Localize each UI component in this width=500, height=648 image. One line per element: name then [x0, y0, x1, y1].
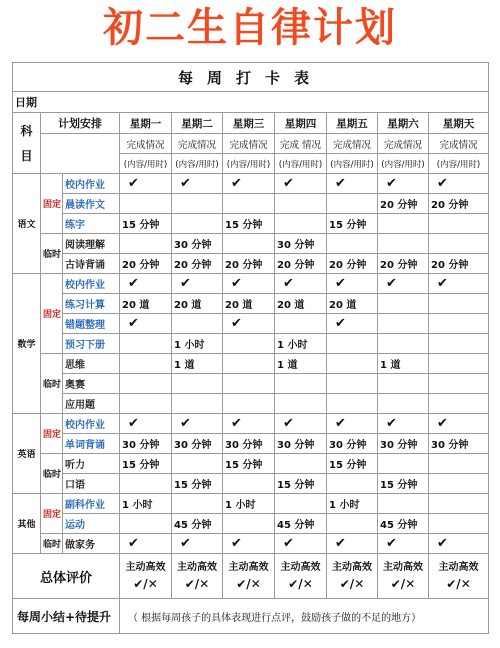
checkin-cell[interactable]: 45 分钟 — [172, 514, 223, 534]
checkin-cell[interactable]: 20 分钟 — [172, 254, 223, 274]
checkmark-cell[interactable]: ✔ — [327, 274, 378, 294]
checkin-cell[interactable] — [275, 194, 327, 214]
checkin-cell[interactable]: 20 道 — [275, 294, 327, 314]
checkin-cell[interactable]: 1 道 — [378, 354, 429, 374]
checkmark-cell[interactable]: ✔ — [327, 534, 378, 554]
checkin-cell[interactable]: 1 小时 — [223, 494, 275, 514]
sheet-header: 每周打卡表 — [13, 63, 489, 92]
checkmark-cell[interactable]: ✔ — [378, 174, 429, 194]
checkmark-cell[interactable]: ✔ — [429, 534, 489, 554]
checkin-cell[interactable] — [120, 334, 172, 354]
checkmark-cell[interactable]: ✔ — [223, 414, 275, 434]
evaluation-cell[interactable] — [378, 554, 429, 599]
evaluation-efficient-label: 主动高效 — [125, 562, 166, 573]
status-header-2: 完成情况 — [172, 134, 223, 154]
evaluation-label: 总体评价 — [13, 554, 120, 599]
summary-label: 每周小结+待提升 — [13, 599, 120, 634]
checkin-cell[interactable] — [429, 334, 489, 354]
fixed-tag: 固定 — [41, 414, 63, 454]
table-row — [13, 394, 489, 414]
checkin-cell[interactable]: 20 道 — [120, 294, 172, 314]
table-row — [13, 314, 489, 334]
page-title: 初二生自律计划 — [103, 5, 397, 51]
table-row — [13, 534, 489, 554]
checkin-cell[interactable]: 20 分钟 — [327, 254, 378, 274]
checkin-cell[interactable] — [172, 374, 223, 394]
summary-row — [13, 599, 489, 634]
status-header-1: 完成情况 — [120, 134, 172, 154]
plan-header-blank — [41, 134, 120, 174]
plan-header: 计划安排 — [41, 113, 120, 134]
task-name: 练字 — [63, 214, 120, 234]
date-label: 日期 — [15, 96, 37, 109]
checkin-cell[interactable]: 20 分钟 — [429, 254, 489, 274]
day-header-2: 星期二 — [172, 113, 223, 134]
checkin-cell[interactable] — [223, 374, 275, 394]
checkin-cell[interactable] — [429, 454, 489, 474]
checkin-cell[interactable]: 30 分钟 — [275, 234, 327, 254]
checkmark-cell[interactable]: ✔ — [327, 414, 378, 434]
checkmark-cell[interactable]: ✔ — [429, 414, 489, 434]
checkin-cell[interactable] — [327, 354, 378, 374]
status-header-4: 完成 情况 — [275, 134, 327, 154]
content-time-header-5: (内容/用时) — [327, 154, 378, 174]
checkin-cell[interactable] — [120, 374, 172, 394]
checkmark-cell[interactable]: ✔ — [275, 274, 327, 294]
checkin-cell[interactable] — [275, 454, 327, 474]
checkin-cell[interactable] — [429, 294, 489, 314]
checkin-cell[interactable] — [275, 374, 327, 394]
task-name: 口语 — [63, 474, 120, 494]
table-row — [13, 434, 489, 454]
content-time-header-7: (内容/用时) — [429, 154, 489, 174]
checkin-cell[interactable] — [429, 234, 489, 254]
day-header-3: 星期三 — [223, 113, 275, 134]
evaluation-cell[interactable] — [275, 554, 327, 599]
table-row — [13, 334, 489, 354]
checkmark-cell[interactable]: ✔ — [172, 414, 223, 434]
evaluation-efficient-label: 主动高效 — [228, 562, 269, 573]
status-header-6: 完成情况 — [378, 134, 429, 154]
checkin-cell[interactable] — [275, 394, 327, 414]
table-row — [13, 454, 489, 474]
checkin-cell[interactable] — [327, 194, 378, 214]
checkin-cell[interactable]: 30 分钟 — [120, 434, 172, 454]
table-row — [13, 474, 489, 494]
day-header-1: 星期一 — [120, 113, 172, 134]
checkin-cell[interactable] — [378, 294, 429, 314]
task-name: 校内作业 — [63, 174, 120, 194]
status-header-7: 完成情况 — [429, 134, 489, 154]
status-header-5: 完成情况 — [327, 134, 378, 154]
checkin-cell[interactable] — [429, 514, 489, 534]
checkin-cell[interactable] — [429, 374, 489, 394]
table-row — [13, 254, 489, 274]
temporary-tag: 临时 — [41, 454, 63, 494]
checkin-cell[interactable] — [223, 334, 275, 354]
table-row — [13, 494, 489, 514]
summary-note[interactable]: （ 根据每周孩子的具体表现进行点评，鼓励孩子做的不足的地方） — [120, 599, 489, 634]
checkin-cell[interactable] — [223, 474, 275, 494]
checkin-cell[interactable]: 1 道 — [275, 354, 327, 374]
table-row — [13, 514, 489, 534]
date-field[interactable] — [13, 92, 489, 113]
checkin-cell[interactable] — [120, 394, 172, 414]
evaluation-cell[interactable] — [429, 554, 489, 599]
checkin-cell[interactable] — [378, 334, 429, 354]
checkmark-cell[interactable]: ✔ — [275, 174, 327, 194]
checkin-cell[interactable] — [378, 234, 429, 254]
fixed-tag: 固定 — [41, 274, 63, 354]
task-name: 单词背诵 — [63, 434, 120, 454]
checkmark-cell[interactable]: ✔ — [327, 314, 378, 334]
checkin-cell[interactable]: 20 分钟 — [378, 254, 429, 274]
task-name: 校内作业 — [63, 414, 120, 434]
checkin-cell[interactable] — [378, 454, 429, 474]
table-row — [13, 214, 489, 234]
checkin-cell[interactable] — [172, 394, 223, 414]
day-header-4: 星期四 — [275, 113, 327, 134]
fixed-tag: 固定 — [41, 494, 63, 534]
checkin-cell[interactable]: 30 分钟 — [378, 434, 429, 454]
checkin-cell[interactable] — [378, 314, 429, 334]
checkmark-cell[interactable]: ✔ — [327, 174, 378, 194]
status-header-3: 完成情况 — [223, 134, 275, 154]
checkin-cell[interactable]: 30 分钟 — [327, 434, 378, 454]
checkin-cell[interactable] — [429, 494, 489, 514]
weekly-checkin-table — [12, 62, 489, 634]
checkin-cell[interactable]: 15 分钟 — [275, 474, 327, 494]
table-row — [13, 274, 489, 294]
evaluation-row — [13, 554, 489, 599]
task-name: 运动 — [63, 514, 120, 534]
table-row — [13, 194, 489, 214]
task-name: 思维 — [63, 354, 120, 374]
evaluation-cell[interactable] — [172, 554, 223, 599]
checkin-cell[interactable] — [327, 514, 378, 534]
subject-label-2: 目 — [20, 149, 33, 163]
checkin-cell[interactable]: 20 道 — [172, 294, 223, 314]
checkin-cell[interactable] — [275, 314, 327, 334]
checkin-cell[interactable]: 15 分钟 — [120, 214, 172, 234]
checkmark-cell[interactable]: ✔ — [223, 274, 275, 294]
evaluation-check-cross[interactable]: ✔/✕ — [446, 577, 471, 591]
evaluation-check-cross[interactable]: ✔/✕ — [390, 577, 416, 591]
checkin-cell[interactable] — [120, 234, 172, 254]
content-time-header-4: (内容/用时) — [275, 154, 327, 174]
checkin-cell[interactable] — [275, 214, 327, 234]
table-row — [13, 174, 489, 194]
checkmark-cell[interactable]: ✔ — [223, 534, 275, 554]
checkin-cell[interactable]: 20 分钟 — [223, 254, 275, 274]
checkin-cell[interactable] — [429, 354, 489, 374]
checkin-cell[interactable]: 1 小时 — [275, 334, 327, 354]
evaluation-efficient-label: 主动高效 — [438, 562, 479, 573]
evaluation-check-cross[interactable]: ✔/✕ — [339, 577, 365, 591]
table-row — [13, 414, 489, 434]
checkin-cell[interactable]: 30 分钟 — [172, 234, 223, 254]
checkin-cell[interactable] — [378, 494, 429, 514]
checkin-cell[interactable]: 1 小时 — [172, 334, 223, 354]
table-row — [13, 374, 489, 394]
checkmark-cell[interactable]: ✔ — [120, 274, 172, 294]
temporary-tag: 临时 — [41, 534, 63, 554]
checkmark-cell[interactable]: ✔ — [223, 174, 275, 194]
checkin-cell[interactable] — [429, 214, 489, 234]
subject-3-label: 其他 — [13, 494, 41, 554]
checkmark-cell[interactable]: ✔ — [120, 314, 172, 334]
table-row — [13, 294, 489, 314]
checkin-cell[interactable] — [120, 354, 172, 374]
day-header-5: 星期五 — [327, 113, 378, 134]
checkin-sheet — [12, 62, 488, 634]
task-name: 预习下册 — [63, 334, 120, 354]
checkmark-cell[interactable]: ✔ — [120, 414, 172, 434]
checkin-cell[interactable] — [327, 234, 378, 254]
task-name: 副科作业 — [63, 494, 120, 514]
checkin-cell[interactable]: 45 分钟 — [378, 514, 429, 534]
temporary-tag: 临时 — [41, 354, 63, 414]
checkin-cell[interactable]: 20 分钟 — [120, 254, 172, 274]
checkmark-cell[interactable]: ✔ — [172, 534, 223, 554]
evaluation-efficient-label: 主动高效 — [383, 562, 423, 573]
checkin-cell[interactable] — [327, 394, 378, 414]
checkin-cell[interactable] — [327, 374, 378, 394]
checkmark-cell[interactable]: ✔ — [172, 174, 223, 194]
checkin-cell[interactable] — [223, 354, 275, 374]
checkin-cell[interactable] — [172, 454, 223, 474]
checkin-cell[interactable] — [223, 194, 275, 214]
checkin-cell[interactable] — [223, 234, 275, 254]
evaluation-check-cross[interactable]: ✔/✕ — [288, 577, 313, 591]
checkmark-cell[interactable]: ✔ — [120, 174, 172, 194]
checkmark-cell[interactable]: ✔ — [275, 414, 327, 434]
checkin-cell[interactable] — [223, 394, 275, 414]
checkin-cell[interactable] — [429, 474, 489, 494]
task-name: 晨读作文 — [63, 194, 120, 214]
checkin-cell[interactable] — [120, 474, 172, 494]
evaluation-cell[interactable] — [223, 554, 275, 599]
checkin-cell[interactable]: 30 分钟 — [429, 434, 489, 454]
evaluation-efficient-label: 主动高效 — [280, 562, 321, 573]
subject-label-1: 科 — [20, 124, 33, 138]
checkin-cell[interactable]: 1 道 — [172, 354, 223, 374]
checkmark-cell[interactable]: ✔ — [429, 274, 489, 294]
content-time-header-1: (内容/用时) — [120, 154, 172, 174]
subject-0-label: 语文 — [13, 174, 41, 274]
checkin-cell[interactable]: 15 分钟 — [223, 214, 275, 234]
checkin-cell[interactable]: 15 分钟 — [327, 454, 378, 474]
checkin-cell[interactable]: 1 小时 — [120, 494, 172, 514]
evaluation-cell[interactable] — [327, 554, 378, 599]
evaluation-check-cross[interactable]: ✔/✕ — [133, 577, 158, 591]
checkmark-cell[interactable]: ✔ — [378, 414, 429, 434]
checkin-cell[interactable]: 30 分钟 — [275, 434, 327, 454]
subject-1-label: 数学 — [13, 274, 41, 414]
task-name: 听力 — [63, 454, 120, 474]
subject-header-1 — [13, 113, 41, 174]
evaluation-check-cross[interactable]: ✔/✕ — [236, 577, 261, 591]
checkin-cell[interactable] — [275, 494, 327, 514]
checkin-cell[interactable] — [429, 314, 489, 334]
task-name: 校内作业 — [63, 274, 120, 294]
checkin-cell[interactable] — [378, 394, 429, 414]
task-name: 奥赛 — [63, 374, 120, 394]
checkin-cell[interactable]: 20 分钟 — [378, 194, 429, 214]
checkin-cell[interactable]: 15 分钟 — [327, 214, 378, 234]
checkin-cell[interactable] — [378, 374, 429, 394]
checkin-cell[interactable]: 20 分钟 — [275, 254, 327, 274]
day-header-6: 星期六 — [378, 113, 429, 134]
checkmark-cell[interactable]: ✔ — [378, 274, 429, 294]
checkin-cell[interactable] — [172, 314, 223, 334]
checkin-cell[interactable]: 45 分钟 — [275, 514, 327, 534]
checkin-cell[interactable] — [172, 494, 223, 514]
checkin-cell[interactable]: 15 分钟 — [378, 474, 429, 494]
content-time-header-2: (内容/用时) — [172, 154, 223, 174]
checkin-cell[interactable] — [378, 214, 429, 234]
checkin-cell[interactable]: 20 道 — [223, 294, 275, 314]
temporary-tag: 临时 — [41, 234, 63, 274]
checkin-cell[interactable]: 20 分钟 — [429, 194, 489, 214]
checkmark-cell[interactable]: ✔ — [429, 174, 489, 194]
checkin-cell[interactable] — [120, 514, 172, 534]
subject-2-label: 英语 — [13, 414, 41, 494]
checkmark-cell[interactable]: ✔ — [223, 314, 275, 334]
fixed-tag: 固定 — [41, 174, 63, 234]
evaluation-efficient-label: 主动高效 — [332, 562, 372, 573]
checkmark-cell[interactable]: ✔ — [378, 534, 429, 554]
evaluation-efficient-label: 主动高效 — [177, 562, 217, 573]
checkin-cell[interactable]: 30 分钟 — [172, 434, 223, 454]
task-name: 练习计算 — [63, 294, 120, 314]
checkin-cell[interactable] — [327, 474, 378, 494]
task-name: 应用题 — [63, 394, 120, 414]
checkin-cell[interactable] — [429, 394, 489, 414]
content-time-header-6: (内容/用时) — [378, 154, 429, 174]
checkin-cell[interactable]: 20 道 — [327, 294, 378, 314]
evaluation-cell[interactable] — [120, 554, 172, 599]
checkmark-cell[interactable]: ✔ — [275, 534, 327, 554]
checkin-cell[interactable]: 30 分钟 — [223, 434, 275, 454]
checkin-cell[interactable]: 15 分钟 — [223, 454, 275, 474]
checkin-cell[interactable] — [223, 514, 275, 534]
table-row — [13, 354, 489, 374]
content-time-header-3: (内容/用时) — [223, 154, 275, 174]
checkin-cell[interactable]: 15 分钟 — [172, 474, 223, 494]
evaluation-check-cross[interactable]: ✔/✕ — [184, 577, 210, 591]
checkin-cell[interactable] — [327, 334, 378, 354]
table-row — [13, 234, 489, 254]
task-name: 古诗背诵 — [63, 254, 120, 274]
checkin-cell[interactable]: 15 分钟 — [120, 454, 172, 474]
checkin-cell[interactable]: 1 小时 — [327, 494, 378, 514]
checkmark-cell[interactable]: ✔ — [172, 274, 223, 294]
task-name: 做家务 — [63, 534, 120, 554]
task-name: 阅读理解 — [63, 234, 120, 254]
checkmark-cell[interactable]: ✔ — [120, 534, 172, 554]
checkin-cell[interactable] — [172, 194, 223, 214]
task-name: 错题整理 — [63, 314, 120, 334]
checkin-cell[interactable] — [120, 194, 172, 214]
day-header-7: 星期天 — [429, 113, 489, 134]
checkin-cell[interactable] — [172, 214, 223, 234]
